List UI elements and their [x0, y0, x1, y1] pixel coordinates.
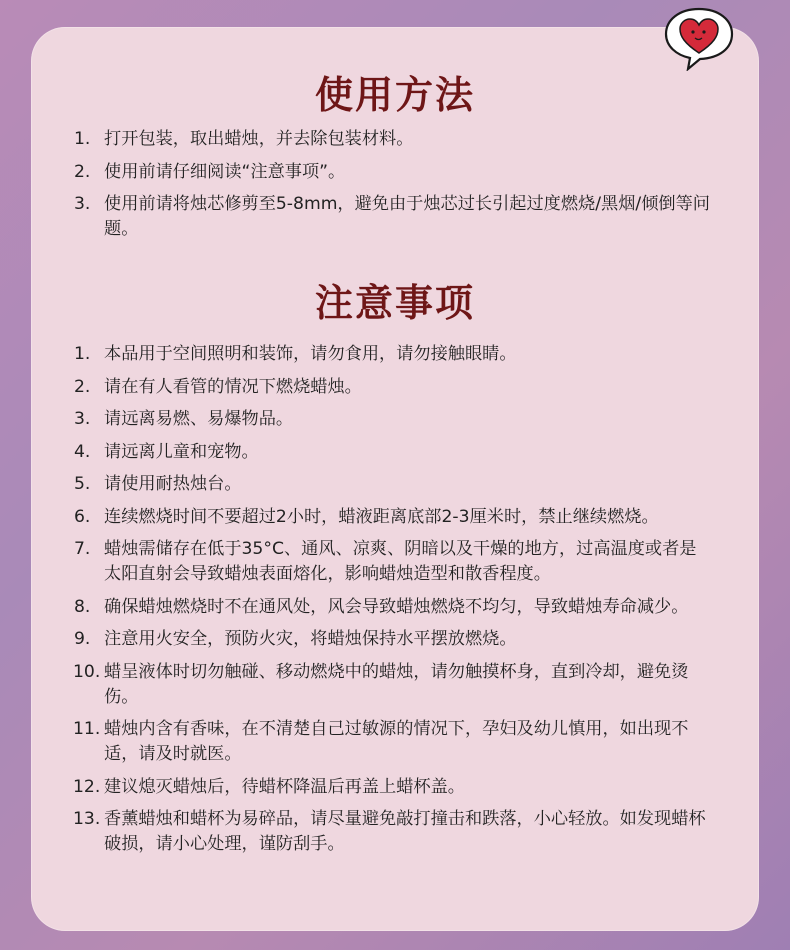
list-item	[70, 775, 710, 800]
list-item	[70, 627, 710, 652]
item-text: 建议熄灭蜡烛后，待蜡杯降温后再盖上蜡杯盖。	[104, 776, 465, 797]
list-item	[70, 407, 710, 432]
item-number: 10.	[73, 661, 101, 682]
item-number: 13.	[73, 809, 101, 829]
list-item	[70, 807, 710, 857]
item-number: 1.	[74, 344, 91, 364]
item-text: 使用前请仔细阅读“注意事项”。	[104, 161, 346, 182]
item-text: 连续燃烧时间不要超过2小时，蜡液距离底部2-3厘米时，禁止继续燃烧。	[104, 506, 659, 527]
usage-list	[70, 127, 710, 250]
list-item	[70, 160, 710, 185]
item-number: 2.	[74, 376, 91, 397]
item-number: 9.	[74, 629, 91, 649]
item-text: 注意用火安全，预防火灾，将蜡烛保持水平摆放燃烧。	[104, 629, 517, 649]
item-text: 确保蜡烛燃烧时不在通风处，风会导致蜡烛燃烧不均匀，导致蜡烛寿命减少。	[104, 596, 689, 617]
item-number: 12.	[73, 776, 101, 797]
list-item	[70, 537, 710, 587]
item-text: 蜡烛需储存在低于35°C、通风、凉爽、阴暗以及干燥的地方，过高温度或者是太阳直射会导致蜡烛表面熔化，影响蜡烛造型和散香程度。	[104, 539, 697, 584]
item-number: 11.	[73, 719, 101, 739]
item-text: 本品用于空间照明和装饰，请勿食用，请勿接触眼睛。	[104, 344, 517, 364]
list-item	[70, 127, 710, 152]
item-text: 香薰蜡烛和蜡杯为易碎品，请尽量避免敲打撞击和跌落，小心轻放。如发现蜡杯破损，请小心处理，谨防刮手。	[104, 809, 706, 854]
item-text: 请使用耐热烛台。	[104, 474, 242, 494]
list-item	[70, 342, 710, 367]
list-item	[70, 375, 710, 400]
item-text: 请远离儿童和宠物。	[104, 441, 259, 462]
item-number: 7.	[74, 539, 91, 559]
list-item	[70, 595, 710, 620]
list-item	[70, 440, 710, 465]
list-item	[70, 717, 710, 767]
item-number: 5.	[74, 474, 91, 494]
item-number: 2.	[74, 161, 91, 182]
item-number: 4.	[74, 441, 91, 462]
item-text: 请在有人看管的情况下燃烧蜡烛。	[104, 376, 362, 397]
notes-list	[70, 342, 710, 865]
item-text: 使用前请将烛芯修剪至5-8mm，避免由于烛芯过长引起过度燃烧/黑烟/倾倒等问题。	[104, 194, 710, 239]
item-text: 蜡烛内含有香味，在不清楚自己过敏源的情况下，孕妇及幼儿慎用，如出现不适，请及时就医。	[104, 719, 689, 764]
item-number: 1.	[74, 129, 91, 149]
usage-title: 使用方法	[314, 73, 475, 117]
item-number: 6.	[74, 506, 91, 527]
list-item	[70, 472, 710, 497]
list-item	[70, 660, 710, 710]
list-item	[70, 505, 710, 530]
item-text: 打开包装，取出蜡烛，并去除包装材料。	[104, 129, 414, 149]
list-item	[70, 192, 710, 242]
heart-speech-bubble-icon	[662, 5, 736, 71]
item-number: 8.	[74, 596, 91, 617]
item-text: 请远离易燃、易爆物品。	[104, 409, 294, 429]
item-text: 蜡呈液体时切勿触碰、移动燃烧中的蜡烛，请勿触摸杯身，直到冷却，避免烫伤。	[104, 661, 689, 707]
item-number: 3.	[74, 409, 91, 429]
notes-title: 注意事项	[314, 281, 475, 325]
item-number: 3.	[74, 194, 91, 214]
